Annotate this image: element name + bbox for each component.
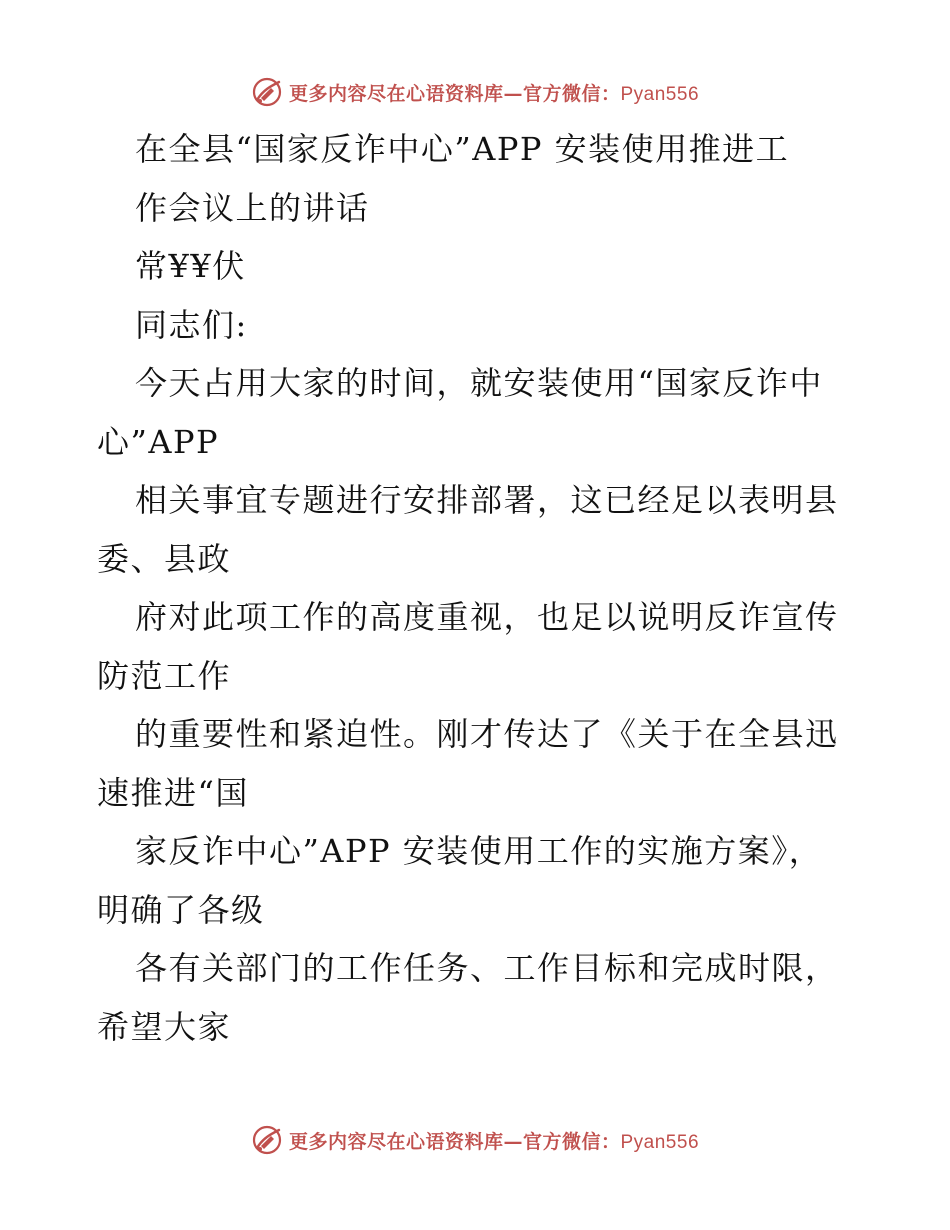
watermark-wechat-id: Pyan556	[620, 1131, 700, 1153]
paragraph-line: 心”APP	[97, 422, 220, 461]
title-line-1: 在全县“国家反诈中心”APP 安装使用推进工	[135, 130, 790, 168]
watermark-wechat-id: Pyan556	[620, 83, 700, 105]
footer-watermark	[0, 1120, 950, 1160]
pen-logo-icon	[251, 1124, 283, 1156]
paragraph-line: 明确了各级	[97, 890, 265, 929]
pen-logo-icon	[251, 76, 283, 108]
author-line: 常¥¥伏	[135, 247, 246, 285]
paragraph-line: 各有关部门的工作任务、工作目标和完成时限，	[135, 949, 839, 987]
paragraph-line: 希望大家	[97, 1007, 232, 1046]
paragraph-line: 今天占用大家的时间，就安装使用“国家反诈中	[135, 364, 823, 402]
watermark-text: 更多内容尽在心语资料库—官方微信：Pyan556	[288, 82, 700, 105]
paragraph-line: 的重要性和紧迫性。刚才传达了《关于在全县迅	[135, 715, 839, 753]
watermark-text: 更多内容尽在心语资料库—官方微信：Pyan556	[288, 1130, 700, 1153]
header-watermark	[0, 72, 950, 112]
paragraph-line: 委、县政	[97, 539, 232, 578]
title-line-2: 作会议上的讲话	[135, 188, 370, 227]
document-body	[97, 120, 877, 1056]
paragraph-line: 速推进“国	[97, 773, 249, 812]
paragraph-line: 相关事宜专题进行安排部署，这已经足以表明县	[135, 481, 839, 519]
paragraph-line: 家反诈中心”APP 安装使用工作的实施方案》，	[135, 832, 823, 870]
paragraph-line: 防范工作	[97, 656, 232, 695]
paragraph-line: 府对此项工作的高度重视，也足以说明反诈宣传	[135, 598, 839, 636]
salutation-line: 同志们:	[135, 305, 248, 344]
